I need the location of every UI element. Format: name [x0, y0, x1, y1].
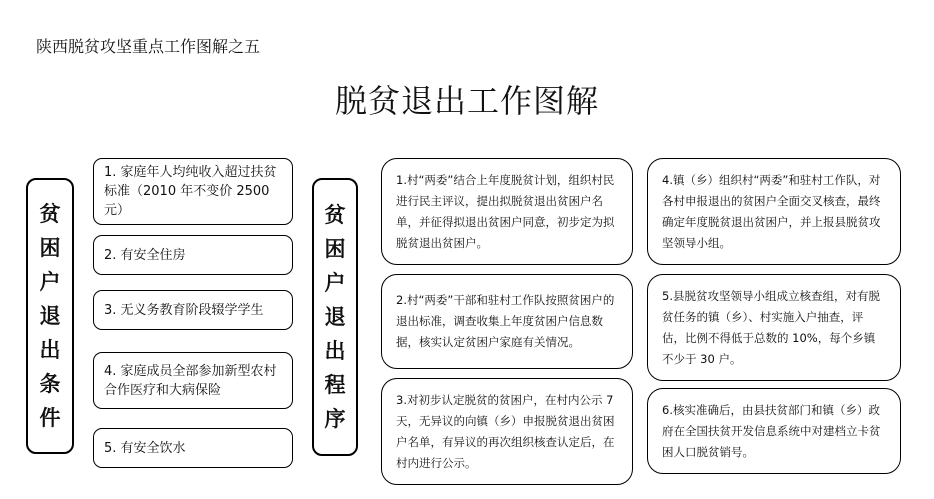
condition-item-income — [93, 158, 293, 225]
procedure-header-char: 序 — [324, 406, 346, 431]
conditions-header-char: 困 — [39, 235, 61, 260]
conditions-header-char: 贫 — [39, 201, 61, 226]
procedure-header-char: 户 — [324, 270, 346, 295]
condition-text: 4. 家庭成员全部参加新型农村合作医疗和大病保险 — [104, 363, 277, 398]
procedure-step-4 — [647, 158, 901, 265]
condition-item-education — [93, 290, 293, 330]
conditions-header-char: 出 — [39, 337, 61, 362]
series-subtitle: 陕西脱贫攻坚重点工作图解之五 — [36, 37, 261, 56]
procedure-step-text: 2.村“两委”干部和驻村工作队按照贫困户的退出标准，调查收集上年度贫困户信息数据，核实认定贫困户家庭有关情况。 — [396, 293, 615, 349]
condition-item-insurance — [93, 352, 293, 409]
procedure-header-char: 程 — [324, 372, 346, 397]
procedure-step-2 — [381, 274, 633, 369]
procedure-step-text: 3.对初步认定脱贫的贫困户，在村内公示 7 天，无异议的向镇（乡）申报脱贫退出贫困户名单，有异议的再次组织核查认定后，在村内进行公示。 — [396, 392, 615, 470]
procedure-header-char: 困 — [324, 236, 346, 261]
procedure-step-text: 6.核实准确后，由县扶贫部门和镇（乡）政府在全国扶贫开发信息系统中对建档立卡贫困人口脱贫销号。 — [662, 402, 881, 459]
condition-text: 2. 有安全住房 — [104, 247, 186, 263]
conditions-header-char: 退 — [39, 303, 61, 328]
procedure-step-text: 5.县脱贫攻坚领导小组成立核查组，对有脱贫任务的镇（乡）、村实施入户抽查，评估，比例不得低于总数的 10%，每个乡镇不少于 30 户。 — [662, 288, 880, 366]
procedure-header-panel — [312, 178, 358, 456]
conditions-header-char: 件 — [39, 405, 61, 430]
procedure-header-char: 退 — [324, 304, 346, 329]
procedure-header-char: 贫 — [324, 202, 346, 227]
page-title: 脱贫退出工作图解 — [334, 82, 599, 120]
conditions-header-char: 条 — [39, 371, 61, 396]
condition-text: 5. 有安全饮水 — [104, 440, 186, 456]
procedure-step-6 — [647, 388, 901, 474]
conditions-header-char: 户 — [39, 269, 61, 294]
procedure-step-text: 1.村“两委”结合上年度脱贫计划，组织村民进行民主评议，提出拟脱贫退出贫困户名单，并征得拟退出贫困户同意，初步定为拟脱贫退出贫困户。 — [396, 172, 615, 250]
procedure-step-5 — [647, 274, 901, 381]
condition-text: 1. 家庭年人均纯收入超过扶贫标准（2010 年不变价 2500 元） — [104, 165, 277, 218]
conditions-header-panel — [26, 178, 74, 454]
procedure-step-text: 4.镇（乡）组织村“两委”和驻村工作队，对各村申报退出的贫困户全面交叉核查，最终确定年度脱贫退出贫困户，并上报县脱贫攻坚领导小组。 — [662, 172, 881, 250]
procedure-step-3 — [381, 378, 633, 485]
condition-text: 3. 无义务教育阶段辍学学生 — [104, 302, 264, 318]
condition-item-water — [93, 428, 293, 468]
procedure-step-1 — [381, 158, 633, 265]
condition-item-housing — [93, 235, 293, 275]
procedure-header-char: 出 — [324, 338, 346, 363]
